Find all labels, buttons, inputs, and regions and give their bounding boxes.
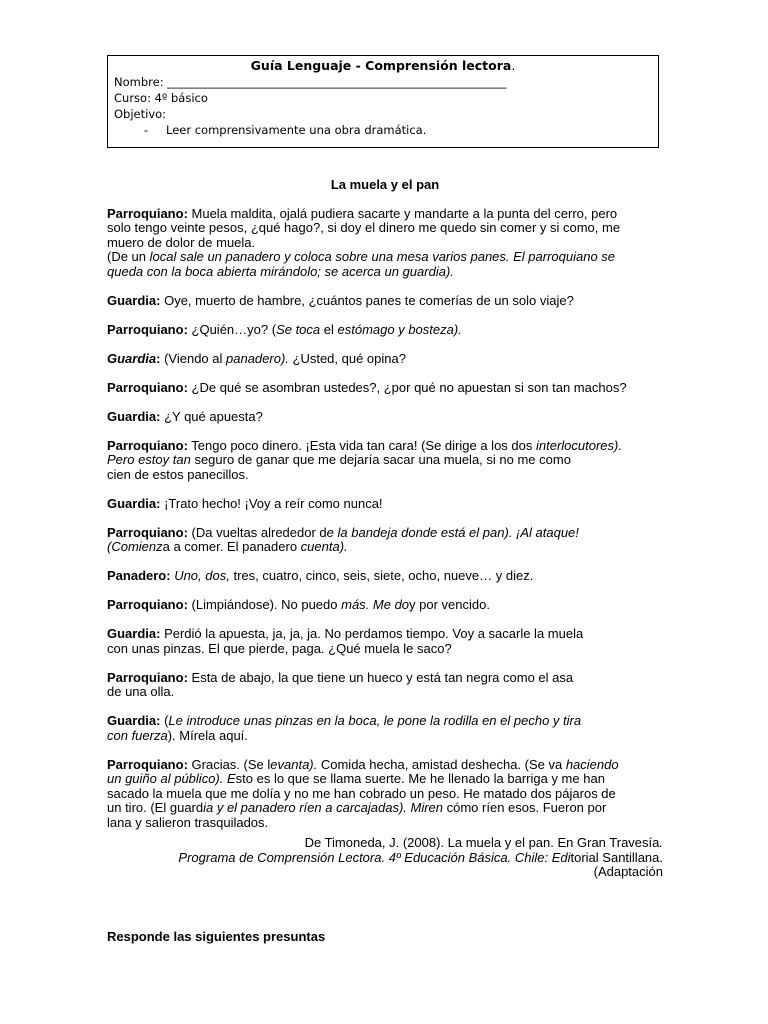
stage-direction: un guiño al público). E — [107, 771, 236, 786]
citation-text: . — [659, 835, 663, 850]
dialogue-text: ¿Y qué apuesta? — [160, 408, 263, 424]
dialogue-paragraph — [107, 381, 663, 396]
dialogue-text: ¿Quién…yo? ( — [187, 321, 277, 337]
worksheet-title — [114, 57, 652, 74]
dialogue-paragraph — [107, 439, 663, 483]
dialogue-text: Esta de abajo, la que tiene un hueco y está tan negra como el asa — [187, 669, 574, 685]
speaker: Guardia: — [107, 626, 161, 641]
objective-label: Objetivo: — [114, 107, 167, 121]
dialogue-text: a a comer. El panadero — [162, 539, 301, 554]
stage-direction: estómago y bosteza). — [337, 321, 462, 337]
dialogue-paragraph — [107, 714, 663, 743]
stage-direction: Se toca — [276, 321, 324, 337]
course-line: Curso: 4º básico — [114, 91, 208, 105]
dialogue-paragraph — [107, 352, 663, 367]
speaker: Parroquiano: — [107, 597, 188, 612]
dialogue-text: (Da vueltas alrededor d — [187, 524, 327, 540]
dialogue-text: cómo ríen esos. Fueron por — [443, 800, 607, 815]
speaker: Parroquiano: — [107, 379, 188, 395]
dialogue-text: (Viendo al — [160, 350, 226, 366]
dialogue-paragraph — [107, 207, 663, 280]
stage-direction: Pero estoy tan — [107, 452, 191, 467]
dialogue-text: muero de dolor de muela. — [107, 234, 256, 250]
dialogue-paragraph — [107, 294, 663, 309]
worksheet-title-period: . — [511, 58, 516, 73]
dialogue-text: Comida hecha, amistad deshecha. (Se va — [317, 756, 563, 772]
objective-text: Leer comprensivamente una obra dramática. — [166, 123, 427, 137]
speaker: Parroquiano: — [107, 756, 188, 772]
dialogue-text: seguro de ganar que me dejaría sacar una muela, si no me como — [190, 452, 571, 467]
stage-direction: e la bandeja donde está el pan). ¡Al ataque! — [326, 524, 579, 540]
dialogue-text: ). Mírela aquí. — [167, 727, 248, 743]
dialogue-paragraph — [107, 323, 663, 338]
speaker: Panadero: — [107, 568, 171, 583]
stage-direction: haciendo — [562, 756, 619, 772]
stage-direction: interlocutores). — [535, 437, 622, 453]
dialogue-text: cien de estos panecillos. — [107, 466, 249, 482]
dialogue-paragraph — [107, 410, 663, 425]
speaker: Guardia: — [107, 495, 161, 511]
dialogue-text: ¡Trato hecho! ¡Voy a reír como nunca! — [160, 495, 383, 511]
dialogue-text: tres, cuatro, cinco, seis, siete, ocho, nueve… y diez. — [229, 568, 534, 583]
dialogue-paragraph — [107, 758, 663, 831]
dialogue-text: Gracias. (Se l — [187, 756, 271, 772]
dialogue-text: (Limpiándose). No puedo — [187, 597, 342, 612]
dialogue-paragraph — [107, 598, 663, 613]
dialogue-text: ¿De qué se asombran ustedes?, ¿por qué no apuestan si son tan machos? — [187, 379, 627, 395]
story-title: La muela y el pan — [330, 177, 440, 192]
speaker: Guardia — [107, 350, 157, 366]
name-line: Nombre: ___________________________________________________________ — [114, 75, 507, 89]
speaker-colon: : — [156, 350, 161, 366]
objective-item — [144, 122, 652, 138]
stage-direction: queda con la boca abierta mirándolo; se acerca un guardia). — [107, 263, 454, 279]
dialogue-text: Muela maldita, ojalá pudiera sacarte y mandarte a la punta del cerro, pero — [187, 205, 618, 221]
stage-direction: Uno, dos, — [170, 568, 230, 583]
citation-text: Programa de Comprensión Lectora. 4º Educación Básica. Chile: Edi — [178, 849, 571, 865]
stage-direction: Le introduce unas pinzas en la boca, le pone la rodilla en el pecho y tira — [168, 713, 582, 728]
stage-direction: local sale un panadero y coloca sobre una mesa varios panes. El parroquiano se — [149, 249, 616, 264]
questions-heading: Responde las siguientes presuntas — [107, 928, 326, 944]
dialogue-text: y por vencido. — [409, 597, 490, 612]
dialogue-paragraph — [107, 497, 663, 512]
stage-direction: cuenta). — [300, 539, 348, 554]
citation-text: torial Santillana. — [570, 849, 663, 865]
speaker: Parroquiano: — [107, 669, 188, 685]
dialogue-text: con unas pinzas. El que pierde, paga. ¿Qué muela le saco? — [107, 640, 452, 656]
stage-direction: (De un — [107, 249, 150, 264]
dialogue-text: solo tengo veinte pesos, ¿qué hago?, si doy el dinero me quedo sin comer y si como, me — [107, 220, 621, 235]
stage-direction: (Comienz — [107, 539, 163, 554]
stage-direction: más. Me do — [341, 597, 410, 612]
dialogue-paragraph — [107, 671, 663, 700]
speaker: Parroquiano: — [107, 321, 188, 337]
story-body — [107, 178, 663, 944]
dialogue-text: Oye, muerto de hambre, ¿cuántos panes te comerías de un solo viaje? — [160, 292, 574, 308]
dialogue-paragraph — [107, 627, 663, 656]
stage-direction: con fuerza — [107, 727, 168, 743]
dialogue-text: un tiro. (El guard — [107, 800, 204, 815]
citation-text: (Adaptación — [593, 864, 663, 879]
speaker: Parroquiano: — [107, 205, 188, 221]
speaker: Parroquiano: — [107, 524, 188, 540]
speaker: Parroquiano: — [107, 437, 188, 453]
dialogue-text: ( — [160, 713, 169, 728]
stage-direction: evanta). — [270, 756, 318, 772]
header-box — [107, 55, 659, 148]
dialogue-text: sto es lo que se llama suerte. Me he llenado la barriga y me han — [235, 771, 605, 786]
stage-direction: panadero). — [226, 350, 289, 366]
dialogue-text: lana y salieron trasquilados. — [107, 814, 269, 830]
speaker: Guardia: — [107, 408, 161, 424]
speaker: Guardia: — [107, 292, 161, 308]
citation-text: De Timoneda, J. (2008). La muela y el pan. En Gran Travesía — [304, 835, 660, 850]
dialogue-text: el — [323, 321, 338, 337]
speaker: Guardia: — [107, 713, 161, 728]
stage-direction: ia y el panadero ríen a carcajadas). Miren — [203, 800, 444, 815]
dialogue-text: ¿Usted, qué opina? — [288, 350, 406, 366]
worksheet-title-text: Guía Lenguaje - Comprensión lectora — [250, 58, 512, 73]
bullet-dash: - — [144, 123, 149, 137]
dialogue-text: Tengo poco dinero. ¡Esta vida tan cara! (Se dirige a los dos — [187, 437, 536, 453]
dialogue-text: sacado la muela que me dolía y no me han cobrado un peso. He matado dos pájaros de — [107, 785, 616, 801]
dialogue-text: Perdió la apuesta, ja, ja, ja. No perdamos tiempo. Voy a sacarle la muela — [160, 626, 584, 641]
dialogue-paragraph — [107, 526, 663, 555]
dialogue-text: de una olla. — [107, 684, 175, 699]
citation — [107, 836, 663, 880]
dialogue-paragraph — [107, 569, 663, 584]
